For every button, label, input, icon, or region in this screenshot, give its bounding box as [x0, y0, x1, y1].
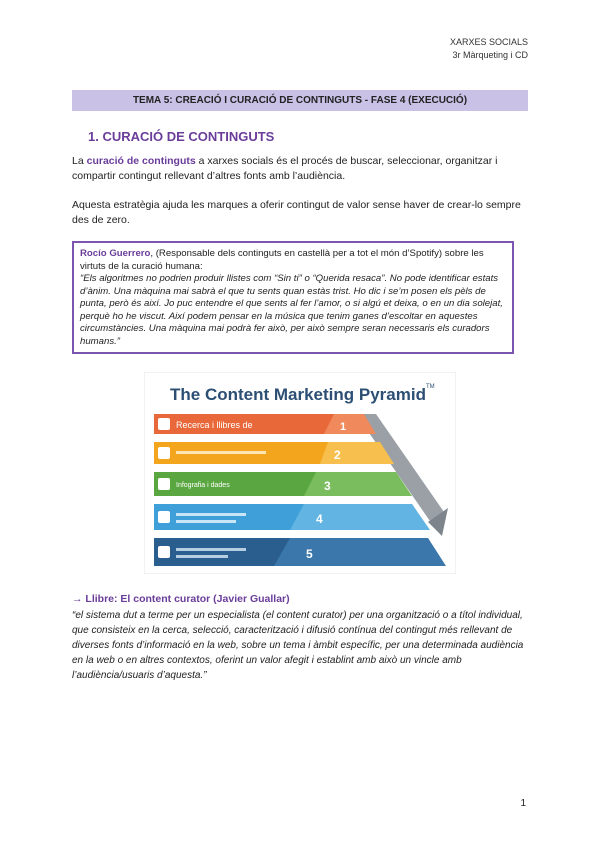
pyramid-level-4-shade [290, 504, 430, 530]
level-4-sublabel-2 [176, 520, 236, 523]
page-header [450, 36, 528, 62]
para-rest: a xarxes socials és el procés de buscar, seleccionar, organitzar i compartir contingut rellevant d’altres fonts amb l’audiència. [72, 155, 498, 182]
level-4-sublabel [176, 513, 246, 516]
section-title: 1. CURACIÓ DE CONTINGUTS [88, 129, 275, 144]
topic-banner: TEMA 5: CREACIÓ I CURACIÓ DE CONTINGUTS - FASE 4 (EXECUCIÓ) [72, 90, 528, 111]
book-reference: → Llibre: El content curator (Javier Guallar) [72, 593, 290, 605]
level-5-sublabel [176, 548, 246, 551]
pyramid-title: The Content Marketing Pyramid [170, 385, 426, 404]
pyramid-level-5-shade [274, 538, 446, 566]
page-number: 1 [520, 798, 526, 809]
social-icon [158, 546, 170, 558]
course-subtitle: 3r Màrqueting i CD [452, 50, 528, 60]
highlight-term: curació de continguts [86, 155, 196, 167]
quote-author: Rocío Guerrero [80, 248, 151, 259]
course-title: XARXES SOCIALS [449, 37, 528, 47]
para-prefix: La [72, 155, 87, 167]
pyramid-level-3-shade [304, 472, 412, 496]
level-1-label: Recerca i llibres de [176, 420, 253, 430]
level-3-number: 3 [324, 479, 331, 493]
quote-text: “Els algoritmes no podrien produir llistes com “Sin ti” o “Querida resaca”. No pode identificar estats d’ànim. Una màquina mai sabrà el que tu sents quan estàs trist. Ho dic i se’m posen els pèls de punta, però és així. Jo puc entendre el que sents al fer l’amor, o si algú et deixa, o en un dia solejat, perquè ho he viscut. Així podem pensar en la música que tenim ganes d’escoltar en aquestes circumstàncies. Una màquina mai podrà fer això, per això sempre seran necessaris els curadors humans.” [80, 273, 503, 347]
content-marketing-pyramid-image [144, 372, 456, 574]
blog-icon [158, 511, 170, 523]
pyramid-tm: TM [426, 384, 435, 390]
level-4-number: 4 [316, 512, 323, 526]
level-2-sublabel [176, 451, 266, 454]
quote-intro: , (Responsable dels continguts en castellà per a tot el món d’Spotify) sobre les virtuts de la curació humana: [80, 248, 484, 272]
intro-paragraph [72, 154, 532, 184]
level-5-sublabel-2 [176, 555, 228, 558]
level-2-number: 2 [334, 448, 341, 462]
level-1-number: 1 [340, 421, 347, 433]
strategy-paragraph: Aquesta estratègia ajuda les marques a oferir contingut de valor sense haver de crear-lo sempre des de zero. [72, 199, 521, 226]
chart-icon [158, 447, 170, 459]
pyramid-graphic [144, 372, 456, 574]
book-quote: “el sistema dut a terme per un especialista (el content curator) per una organització o a títol individual, que consisteix en la cerca, selecció, caracterització i difusió contínua del contingut més rellevant de diverses fonts d’informació en la web, sobre un tema i àmbit específic, per una determinada audiència en la web o en altres contextos, oferint un valor afegit i establint amb això un vincle amb l’audiència/usuaris d’aquesta.” [72, 610, 524, 681]
level-5-number: 5 [306, 547, 313, 561]
quote-box [72, 241, 514, 354]
book-icon [158, 418, 170, 430]
infographic-icon [158, 478, 170, 490]
level-3-label: Infografia i dades [176, 482, 230, 489]
